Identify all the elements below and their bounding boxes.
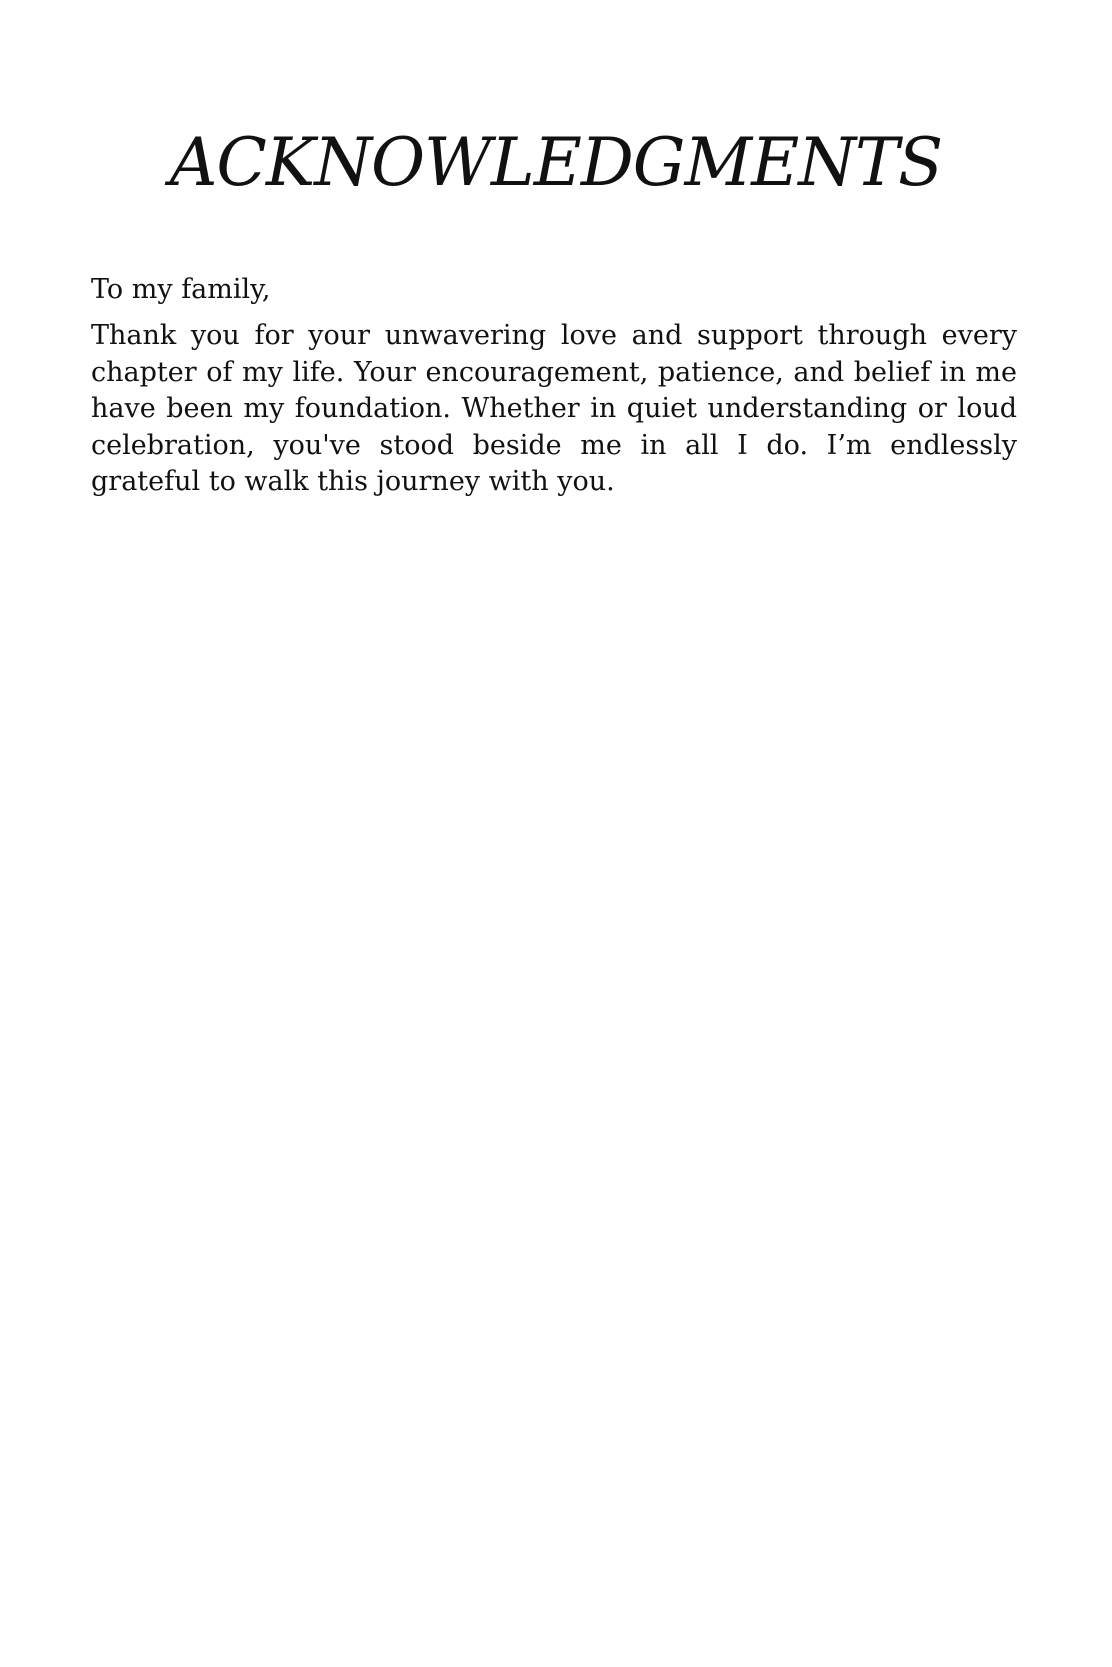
salutation: To my family, — [91, 274, 271, 305]
acknowledgments-content — [91, 272, 1017, 501]
acknowledgment-paragraph: Thank you for your unwavering love and support through every chapter of my life. Your encouragement, patience, and belief in me have been my foundation. Whether in quiet understanding or loud celebration, you've stood beside me in all I do. I’m endlessly grateful to walk this journey with you. — [91, 320, 1017, 497]
page-title: ACKNOWLEDGMENTS — [169, 124, 943, 201]
